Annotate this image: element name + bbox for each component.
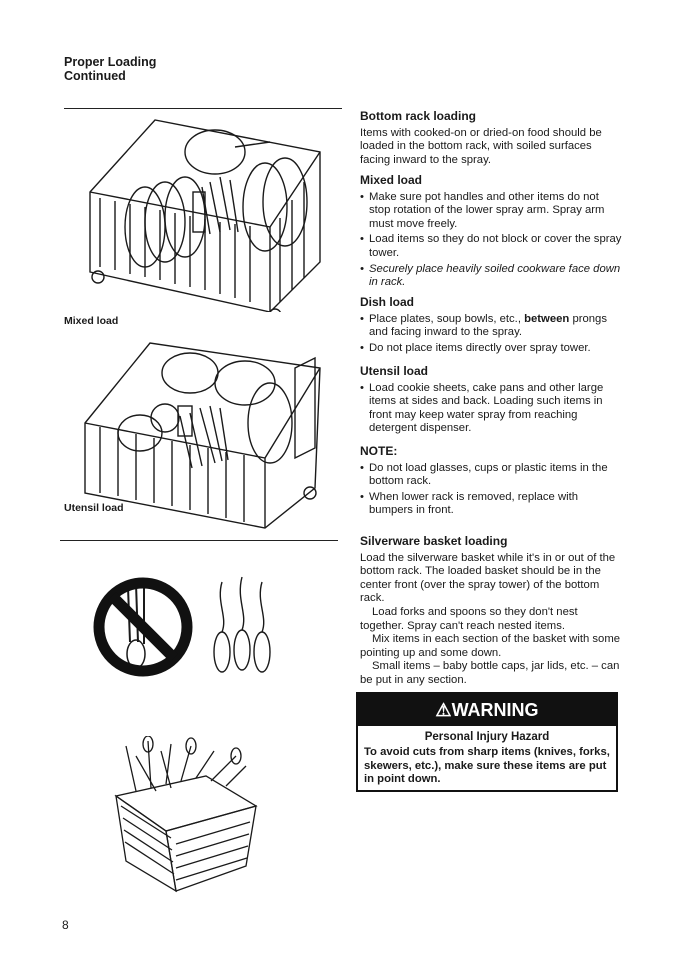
warning-triangle-icon: ⚠ bbox=[435, 700, 452, 720]
separated-spoons-illustration bbox=[210, 572, 274, 682]
bottom-rack-body: Items with cooked-on or dried-on food should be loaded in the bottom rack, with soiled surfaces facing inward to the spray. bbox=[360, 126, 602, 166]
mixed-load-illustration bbox=[70, 112, 332, 312]
silverware-section bbox=[360, 535, 622, 688]
note-list bbox=[360, 462, 622, 518]
mixed-load-section bbox=[360, 174, 622, 294]
warning-subtitle: Personal Injury Hazard bbox=[424, 731, 550, 743]
bottom-rack-section bbox=[360, 110, 622, 167]
page-title-line2: Continued bbox=[64, 69, 126, 83]
warning-box bbox=[356, 692, 618, 792]
warning-text: To avoid cuts from sharp items (knives, forks, skewers, etc.), make sure these items are put in point down. bbox=[364, 746, 610, 786]
dish-bullet-pre: Place plates, soup bowls, etc., bbox=[369, 312, 525, 325]
list-item: • When lower rack is removed, replace with bumpers in front. bbox=[360, 491, 622, 518]
silverware-heading: Silverware basket loading bbox=[360, 534, 508, 548]
caption-mixed-load: Mixed load bbox=[64, 315, 119, 327]
divider-top bbox=[64, 108, 342, 109]
warning-label: WARNING bbox=[451, 700, 539, 720]
list-item: • Make sure pot handles and other items do not stop rotation of the lower spray arm. Spray arm must move freely. bbox=[360, 191, 622, 232]
dish-bullet-bold: between bbox=[524, 312, 570, 325]
bottom-rack-heading: Bottom rack loading bbox=[360, 109, 477, 123]
divider-middle bbox=[60, 540, 338, 541]
utensil-load-heading: Utensil load bbox=[360, 364, 429, 378]
note-heading: NOTE: bbox=[360, 444, 398, 458]
list-item: • Do not place items directly over spray tower. bbox=[360, 342, 622, 356]
dish-bullet-post: prongs and facing inward to the spray. bbox=[369, 312, 607, 339]
page-number: 8 bbox=[62, 918, 69, 932]
dish-load-list bbox=[360, 313, 622, 356]
silverware-para: Load forks and spoons so they don't nest together. Spray can't reach nested items. bbox=[360, 605, 578, 632]
list-item: • Securely place heavily soiled cookware face down in rack. bbox=[360, 263, 622, 290]
silverware-para: Load the silverware basket while it's in or out of the bottom rack. The loaded basket should be in the center front (over the spray tower) of the bottom rack. bbox=[360, 551, 616, 605]
dish-load-heading: Dish load bbox=[360, 295, 415, 309]
utensil-load-list bbox=[360, 382, 622, 436]
note-section bbox=[360, 445, 622, 522]
silverware-basket-illustration bbox=[96, 736, 266, 896]
list-item: • Load items so they do not block or cover the spray tower. bbox=[360, 233, 622, 260]
mixed-load-heading: Mixed load bbox=[360, 173, 423, 187]
silverware-para: Small items – baby bottle caps, jar lids, etc. – can be put in any section. bbox=[360, 660, 620, 686]
page-title-line1: Proper Loading bbox=[64, 55, 157, 69]
utensil-load-section bbox=[360, 365, 622, 440]
warning-banner bbox=[358, 694, 616, 726]
mixed-load-list bbox=[360, 191, 622, 290]
page-title bbox=[64, 55, 156, 83]
list-item: • Load cookie sheets, cake pans and other large items at sides and back. Loading such items in front may keep water spray from reaching detergent dispenser. bbox=[360, 382, 622, 436]
no-nesting-icon bbox=[88, 572, 198, 682]
dish-load-section bbox=[360, 296, 622, 359]
silverware-para: Mix items in each section of the basket with some pointing up and some down. bbox=[360, 633, 621, 659]
list-item: • Do not load glasses, cups or plastic items in the bottom rack. bbox=[360, 462, 622, 489]
list-item bbox=[360, 313, 622, 340]
caption-utensil-load: Utensil load bbox=[64, 502, 124, 514]
